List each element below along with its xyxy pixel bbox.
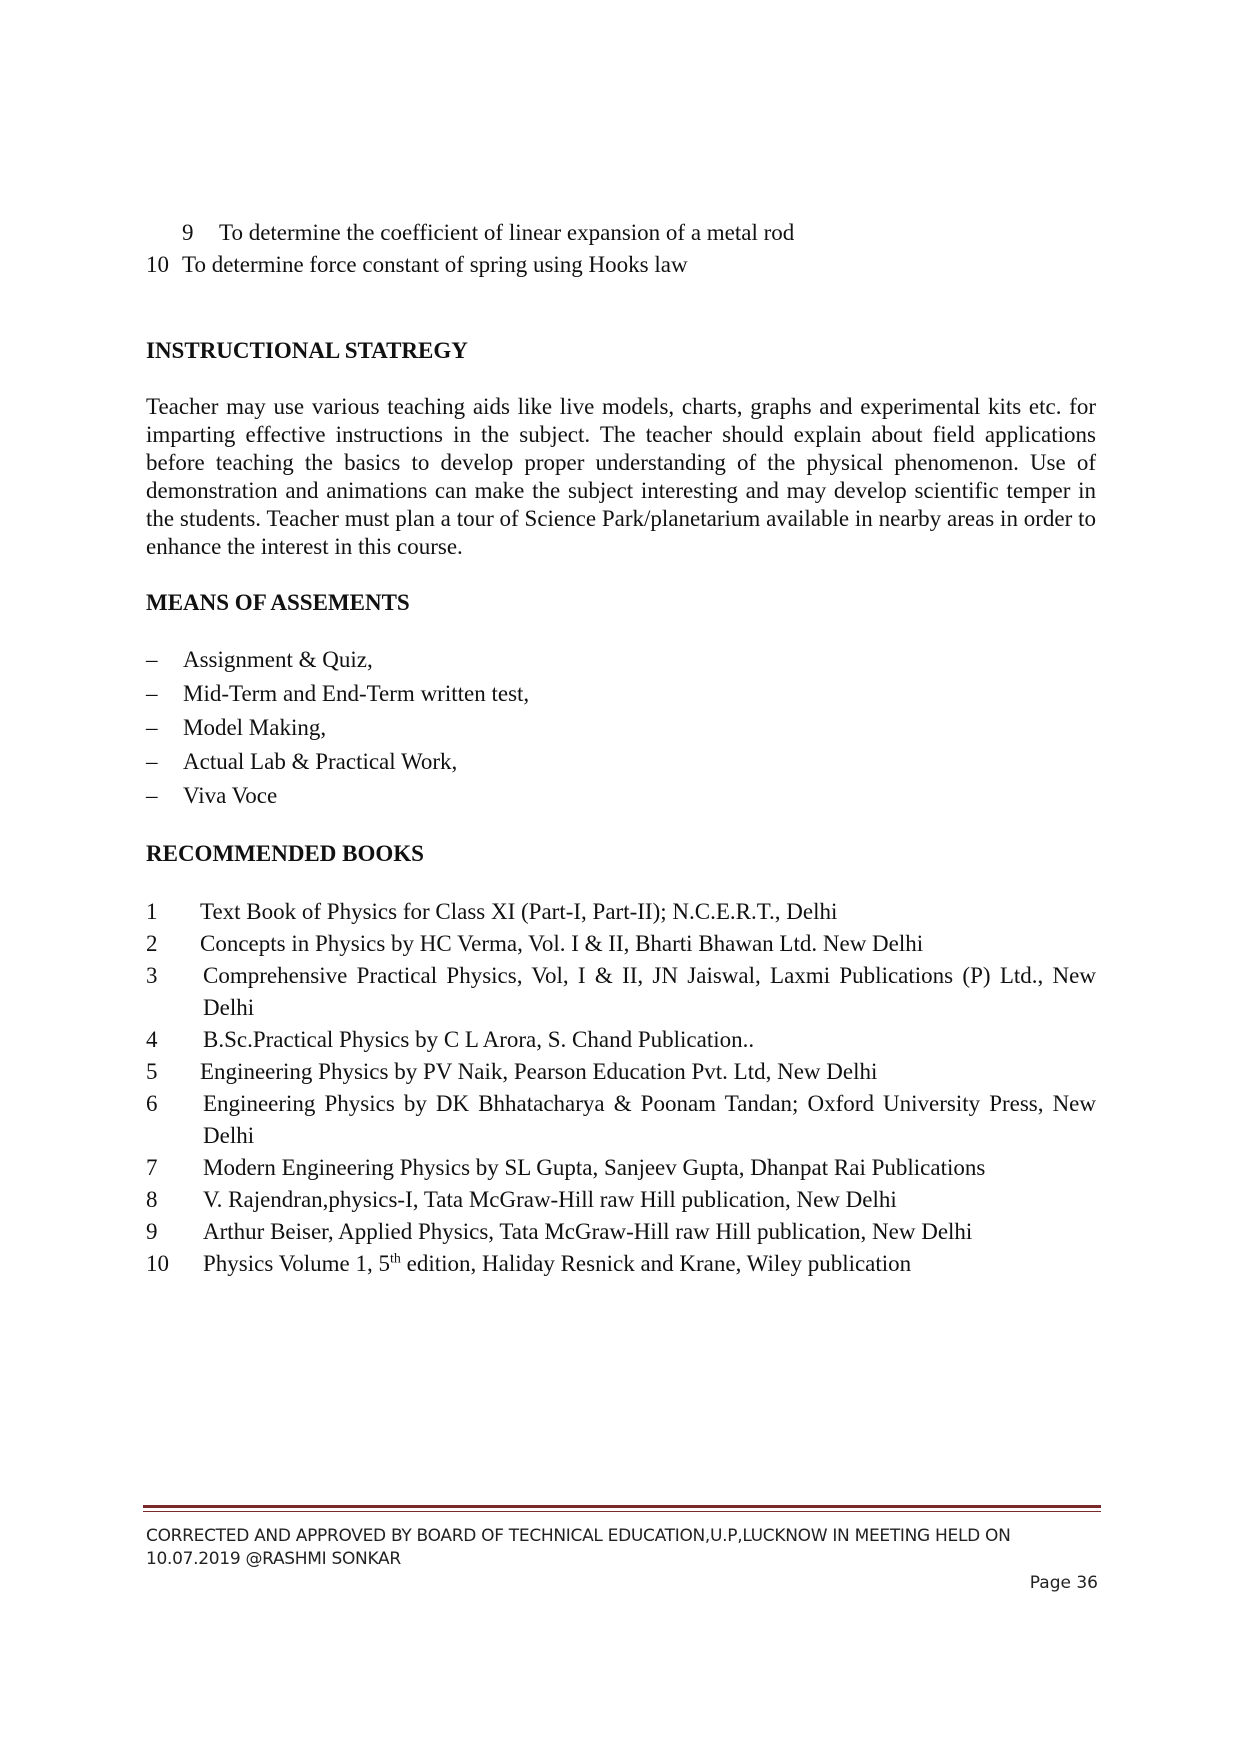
book-entry: B.Sc.Practical Physics by C L Arora, S. Chand Publication.. xyxy=(203,1027,755,1052)
assessment-item: Assignment & Quiz, xyxy=(183,647,373,672)
experiment-text-10: To determine force constant of spring using Hooks law xyxy=(182,252,688,277)
assessment-bullet: – xyxy=(146,647,158,672)
experiment-number-10: 10 xyxy=(146,252,169,277)
footer-rule-thin xyxy=(143,1511,1101,1512)
book-number: 2 xyxy=(146,931,158,956)
footer-approval-note xyxy=(146,1525,1106,1571)
book-number: 3 xyxy=(146,963,158,988)
footer-rule xyxy=(143,1505,1101,1508)
book-entry: Modern Engineering Physics by SL Gupta, Sanjeev Gupta, Dhanpat Rai Publications xyxy=(203,1155,986,1180)
book-entry: Comprehensive Practical Physics, Vol, I & II, JN Jaiswal, Laxmi Publications (P) Ltd., New Delhi xyxy=(203,963,1096,1020)
book-number: 8 xyxy=(146,1187,158,1212)
assessment-item: Viva Voce xyxy=(183,783,278,808)
book-number: 4 xyxy=(146,1027,158,1052)
assessment-item: Model Making, xyxy=(183,715,327,740)
experiment-text-9: To determine the coefficient of linear expansion of a metal rod xyxy=(219,220,795,245)
book-entry-superscript: th xyxy=(390,1251,401,1267)
book-entry xyxy=(203,1248,911,1280)
instructional-strategy-paragraph: Teacher may use various teaching aids like live models, charts, graphs and experimental kits etc. for imparting effective instructions in the subject. The teacher should explain about field applications before teaching the basics to develop proper understanding of the physical phenomenon. Use of demonstration and animations can make the subject interesting and may develop scientific temper in the students. Teacher must plan a tour of Science Park/planetarium available in nearby areas in order to enhance the interest in this course. xyxy=(146,394,1096,559)
assessment-item: Mid-Term and End-Term written test, xyxy=(183,681,530,706)
book-number: 7 xyxy=(146,1155,158,1180)
book-entry-text: Physics Volume 1, 5 xyxy=(203,1251,391,1276)
book-number: 1 xyxy=(146,899,158,924)
experiment-number-9: 9 xyxy=(182,220,194,245)
book-number: 10 xyxy=(146,1251,169,1276)
book-entry: Text Book of Physics for Class XI (Part-I, Part-II); N.C.E.R.T., Delhi xyxy=(200,899,838,924)
footer-approval-line: 10.07.2019 @RASHMI SONKAR xyxy=(146,1549,401,1569)
book-entry: V. Rajendran,physics-I, Tata McGraw-Hill raw Hill publication, New Delhi xyxy=(203,1187,897,1212)
means-of-assessment-heading: MEANS OF ASSEMENTS xyxy=(146,590,410,615)
book-number: 9 xyxy=(146,1219,158,1244)
page-number: Page 36 xyxy=(1029,1573,1098,1593)
assessment-bullet: – xyxy=(146,749,158,774)
assessment-bullet: – xyxy=(146,783,158,808)
assessment-bullet: – xyxy=(146,681,158,706)
book-number: 6 xyxy=(146,1091,158,1116)
book-entry: Concepts in Physics by HC Verma, Vol. I & II, Bharti Bhawan Ltd. New Delhi xyxy=(200,931,924,956)
instructional-strategy-heading: INSTRUCTIONAL STATREGY xyxy=(146,338,468,363)
book-entry: Engineering Physics by DK Bhhatacharya & Poonam Tandan; Oxford University Press, New Delhi xyxy=(203,1091,1096,1148)
assessment-bullet: – xyxy=(146,715,158,740)
book-entry: Engineering Physics by PV Naik, Pearson Education Pvt. Ltd, New Delhi xyxy=(200,1059,878,1084)
book-number: 5 xyxy=(146,1059,158,1084)
footer-approval-line: CORRECTED AND APPROVED BY BOARD OF TECHNICAL EDUCATION,U.P,LUCKNOW IN MEETING HELD ON xyxy=(146,1526,1011,1546)
recommended-books-heading: RECOMMENDED BOOKS xyxy=(146,841,424,866)
book-entry-text: edition, Haliday Resnick and Krane, Wiley publication xyxy=(400,1251,912,1276)
book-entry: Arthur Beiser, Applied Physics, Tata McGraw-Hill raw Hill publication, New Delhi xyxy=(203,1219,973,1244)
assessment-item: Actual Lab & Practical Work, xyxy=(183,749,458,774)
